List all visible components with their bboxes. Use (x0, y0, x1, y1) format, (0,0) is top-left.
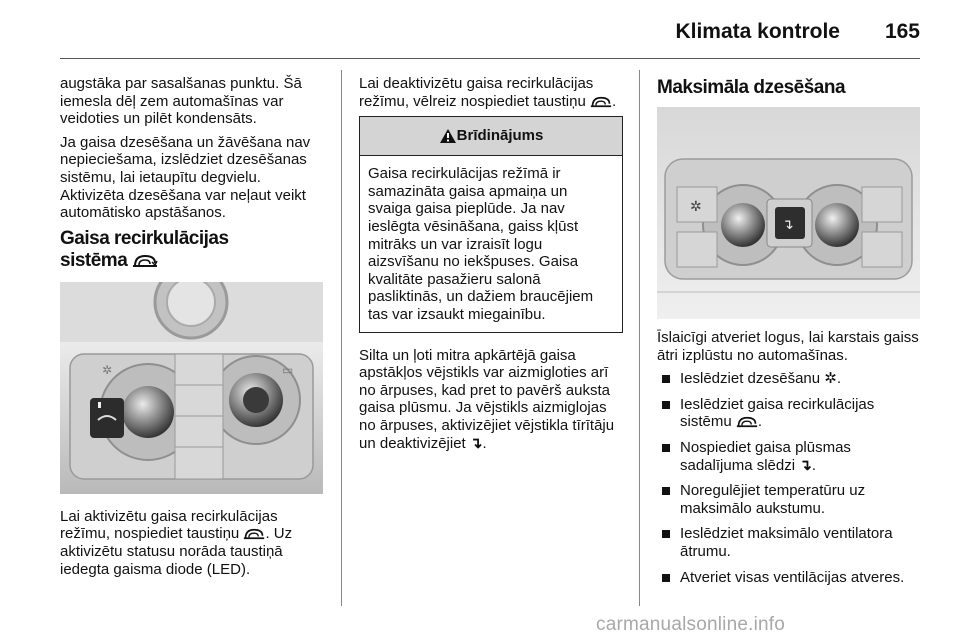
running-header-title: Klimata kontrole (675, 20, 840, 43)
warning-text: Gaisa recirkulācijas režīmā ir samazināta gaisa apmaiņa un svaiga gaisa pieplūde. Ja nav ieslēgta vēsināšana, gaiss kļūst mitrāks un var izraisīt logu aizsvīšanu no iekšpuses. Gaisa kvalitāte pasažieru salonā pasliktinās, un dažiem braucējiem tas var izsaukt miegainību. (368, 165, 594, 323)
climate-panel-photo (657, 107, 920, 319)
header-rule (60, 58, 920, 59)
ac-snowflake-icon: ✲ (824, 370, 837, 388)
section-heading-recirculation: Gaisa recirkulācijas sistēma (60, 227, 229, 271)
list-item: Noregulējiet temperatūru uz maksimālo aukstumu. (657, 482, 921, 517)
column-divider-2 (639, 70, 640, 606)
paragraph: Ja gaisa dzesēšana un žāvēšana nav nepieciešama, izslēdziet dzesēšanas sistēmu, lai ietaupītu degvielu. Aktivizēta dzesēšana var neļaut veikt automātisko apstāšanos. (60, 133, 311, 222)
paragraph: Silta un ļoti mitra apkārtējā gaisa apstākļos vējstikls var aizmigloties arī no ārpuses, kad pret to pavērš auksta gaisa plūsmu. Ja vējstikls aizmiglojas no ārpuses, aktivizējiet vējstikla tīrītāju un deaktivizējiet ↴. (359, 346, 615, 452)
svg-text:✲: ✲ (690, 199, 702, 215)
svg-text:▭: ▭ (282, 362, 294, 377)
paragraph: Lai aktivizētu gaisa recirkulācijas režīmu, nospiediet taustiņu . Uz aktivizētu statusu norāda taustiņā iedegta gaisma diode (LED). (60, 507, 293, 578)
list-item: Nospiediet gaisa plūsmas sadalījuma slēdzi ↴. (657, 439, 921, 474)
list-item: Ieslēdziet dzesēšanu ✲. (657, 370, 921, 388)
page-number: 165 (884, 20, 920, 43)
column-3 (657, 75, 921, 594)
svg-text:↴: ↴ (782, 217, 794, 233)
recirculation-icon (590, 96, 612, 108)
warning-header (360, 117, 622, 156)
airflow-distribution-icon: ↴ (469, 434, 483, 452)
recirculation-button-photo (60, 282, 323, 494)
recirculation-icon (132, 254, 158, 268)
paragraph: Lai deaktivizētu gaisa recirkulācijas režīmu, vēlreiz nospiediet taustiņu . (359, 75, 617, 110)
paragraph: Īslaicīgi atveriet logus, lai karstais gaiss ātri izplūstu no automašīnas. (657, 329, 919, 364)
recirculation-icon (243, 528, 265, 540)
section-heading-max-cooling: Maksimāla dzesēšana (657, 77, 846, 98)
watermark: carmanualsonline.info (596, 614, 786, 635)
recirculation-icon (736, 416, 758, 428)
column-1 (60, 75, 325, 584)
warning-box (359, 116, 623, 332)
paragraph: augstāka par sasalšanas punktu. Šā iemesla dēļ zem automašīnas var veidoties un pilēt kondensāts. (60, 75, 302, 128)
warning-title: Brīdinājums (456, 127, 544, 145)
list-item: Ieslēdziet gaisa recirkulācijas sistēmu . (657, 396, 921, 431)
airflow-distribution-icon: ↴ (799, 456, 812, 474)
svg-text:✲: ✲ (102, 362, 113, 377)
column-2 (359, 75, 623, 458)
list-item: Ieslēdziet maksimālo ventilatora ātrumu. (657, 525, 921, 560)
column-divider-1 (341, 70, 342, 606)
list-item: Atveriet visas ventilācijas atveres. (657, 569, 921, 587)
warning-triangle-icon (439, 128, 457, 144)
instruction-list (657, 370, 921, 586)
